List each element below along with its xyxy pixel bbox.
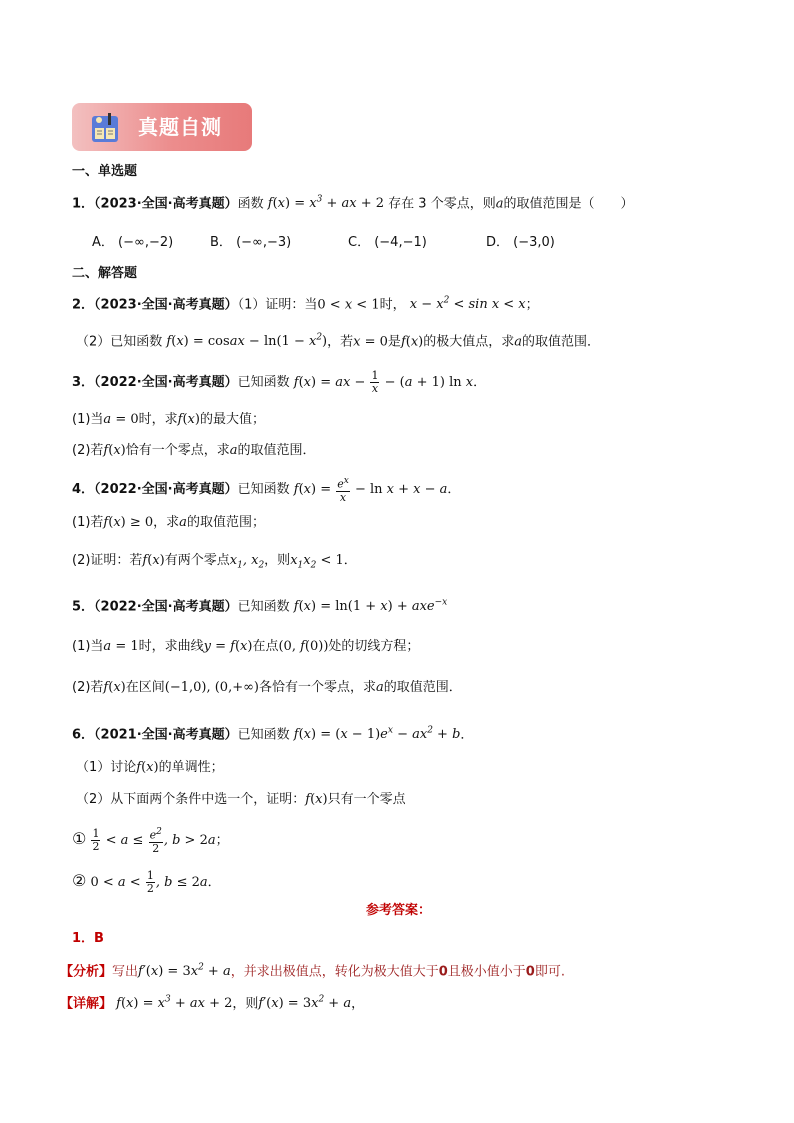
math-expression: f(x) (177, 412, 200, 427)
question-text: 的取值范围． (522, 334, 601, 350)
question-text: 的取值范围． (383, 680, 462, 695)
section-banner (72, 103, 252, 151)
question-number: 6． (72, 727, 95, 743)
question-text: 的极大值点，求 (423, 334, 515, 350)
analysis-text: 且极小值小于 (447, 964, 526, 980)
math-expression: $x - x^2 < \sin x < x$ (409, 296, 526, 313)
question-text: 在点 (252, 639, 279, 654)
question-source: （2023·全国·高考真题） (94, 297, 238, 313)
condition-marker: ① (72, 829, 87, 848)
question-number: 4． (72, 481, 95, 497)
question-2: 2．（2023·全国·高考真题）（1）证明：当0 < x < 1时， $x - x^2 < \sin x < x$； (72, 296, 539, 313)
math-expression: f(x) (136, 760, 159, 775)
question-4-part-2: (2)证明：若f(x)有两个零点$x_1$, $x_2$，则$x_1x_2 < 1$． (72, 553, 357, 571)
detail-text: ，则 (232, 996, 259, 1012)
question-text: 的单调性； (158, 760, 224, 775)
math-expression: f(x) (103, 680, 126, 695)
condition-marker: ② (72, 871, 87, 890)
question-text: 已知函数 (237, 375, 290, 390)
question-text: (2)证明：若 (72, 553, 143, 568)
question-text: 已知函数 (237, 599, 290, 615)
option-c[interactable] (348, 233, 427, 253)
question-text: 的取值范围是（ ） (503, 196, 634, 212)
math-expression: $f(x) = (x - 1)e^x - ax^2 + b$ (293, 726, 461, 743)
question-text: 有两个零点 (164, 553, 230, 568)
question-text: (2)若 (72, 443, 104, 458)
analysis-text: 即可. (534, 964, 565, 980)
question-text: 的取值范围； (186, 515, 265, 530)
question-1 (72, 190, 634, 214)
analysis-text: ，并求出极值点，转化为极大值大于 (230, 964, 439, 980)
question-text: (1)若 (72, 515, 104, 530)
question-text: 处的切线方程； (328, 639, 420, 654)
question-number: 1． (72, 196, 95, 212)
math-expression: f(x) = cosax − $\ln(1 - x^2)$ (166, 333, 328, 350)
option-value: (−∞,−2) (118, 235, 174, 250)
question-5-part-2 (72, 678, 462, 698)
analysis-number: 0 (438, 964, 448, 980)
answers-heading: 参考答案： (366, 903, 432, 918)
option-value: (−3,0) (513, 235, 555, 250)
question-number: 2． (72, 297, 95, 313)
question-text: (2)若 (72, 680, 104, 695)
question-text: 恰有一个零点，求 (125, 443, 230, 458)
math-var: a (514, 334, 523, 350)
book-icon (90, 110, 120, 144)
question-3-part-2 (72, 441, 316, 461)
math-var: a (376, 680, 384, 695)
option-label: C． (348, 235, 371, 250)
math-var: a (179, 515, 187, 530)
answer-1: 1．B (72, 931, 104, 946)
math-expression: (−1,0), (0,+∞) (164, 680, 259, 695)
answer-analysis (60, 958, 565, 982)
question-source: （2022·全国·高考真题） (94, 375, 238, 390)
question-text: （1）讨论 (76, 760, 137, 775)
question-5-part-1 (72, 637, 419, 657)
math-expression: $f'(x) = 3x^2 + a$ (138, 963, 231, 980)
math-expression: (0, f(0)) (278, 639, 329, 654)
question-text: (1)当 (72, 412, 104, 427)
question-6-part-2 (76, 790, 406, 810)
analysis-number: 0 (525, 964, 535, 980)
question-source: （2022·全国·高考真题） (94, 481, 238, 497)
option-label: B． (210, 235, 232, 250)
question-text: 已知函数 (237, 727, 290, 743)
condition-1: ① $\frac{1}{2}$ < a ≤ $\frac{e^2}{2}$ , b > 2a； (72, 827, 229, 855)
question-source: （2021·全国·高考真题） (94, 727, 238, 743)
question-text: ，求 (153, 515, 180, 530)
math-expression: f(x) ≥ 0 (103, 515, 154, 530)
math-expression: $f(x) = x^3$ + ax + 2 (116, 995, 233, 1012)
question-source: （2023·全国·高考真题） (94, 196, 238, 212)
math-expression: $f'(x) = 3x^2 + a$ (258, 995, 352, 1012)
math-expression: a = 0 (103, 412, 139, 427)
question-text: 的取值范围． (237, 443, 316, 458)
math-expression: f(x) (103, 443, 126, 458)
question-text: 是 (387, 334, 401, 350)
option-a[interactable] (92, 233, 173, 253)
math-var: a (229, 443, 238, 458)
question-text: 函数 (237, 196, 264, 212)
detail-tag: 【详解】 (60, 996, 113, 1012)
analysis-text: 写出 (112, 964, 139, 980)
math-expression: a = 1 (103, 639, 139, 654)
question-text: 已知函数 (237, 481, 290, 497)
question-6: 6．（2021·全国·高考真题）已知函数 $f(x) = (x - 1)e^x - ax^2 + b$． (72, 726, 474, 743)
question-text: 只有一个零点 (327, 792, 406, 807)
analysis-tag: 【分析】 (60, 964, 113, 980)
math-expression: 0 < a < $\frac{1}{2}$ , b ≤ 2a (90, 869, 208, 895)
question-number: 5． (72, 599, 95, 615)
option-label: A． (92, 235, 114, 250)
banner-title: 真题自测 (138, 115, 222, 139)
math-var: a (495, 196, 504, 212)
math-expression: 0 < x < 1 (317, 297, 380, 313)
option-value: (−∞,−3) (236, 235, 292, 250)
math-expression: $f(x) = x^3$ + ax + 2 (267, 195, 385, 212)
math-expression: f(x) (142, 553, 165, 568)
question-text: 的最大值； (199, 412, 265, 427)
question-3: 3．（2022·全国·高考真题）已知函数 f(x) = ax − $\frac{1}{x}$ − (a + 1) ln x． (72, 369, 487, 395)
question-text: ，则 (264, 553, 291, 568)
math-expression: f(x) = $\frac{e^x}{x}$ − ln x + x − a (293, 476, 448, 504)
math-expression: x = 0 (353, 334, 388, 350)
option-label: D． (486, 235, 510, 250)
question-text: （2）从下面两个条件中选一个，证明： (76, 792, 306, 807)
math-expression: $x_1x_2 < 1$ (290, 553, 344, 571)
answer-detail: 【详解】 $f(x) = x^3$ + ax + 2，则$f'(x) = 3x^2 + a$， (60, 995, 365, 1012)
math-expression: $\frac{1}{2}$ < a ≤ $\frac{e^2}{2}$ , b > 2a (92, 827, 216, 855)
question-text: 存在 3 个零点，则 (388, 196, 496, 212)
condition-2: ② 0 < a < $\frac{1}{2}$ , b ≤ 2a． (72, 869, 221, 895)
question-text: (1)当 (72, 639, 104, 654)
question-text: 在区间 (125, 680, 165, 695)
question-text: （1）证明：当 (237, 297, 318, 313)
math-expression: f(x) (400, 334, 424, 350)
option-value: (−4,−1) (374, 235, 427, 250)
math-expression: f(x) = ln(1 + x) + axe$^{-x}$ (293, 598, 448, 615)
question-4-part-1 (72, 513, 265, 533)
section-heading-answer: 二、解答题 (72, 266, 138, 281)
math-expression: y = f(x) (203, 639, 253, 654)
option-b[interactable] (210, 233, 291, 253)
math-expression: $x_1$, $x_2$ (229, 553, 265, 571)
question-3-part-1 (72, 410, 265, 430)
question-text: 各恰有一个零点，求 (259, 680, 377, 695)
question-text: 时，求 (138, 412, 178, 427)
question-number: 3． (72, 375, 95, 390)
question-text: （2）已知函数 (76, 334, 163, 350)
question-5 (72, 593, 447, 617)
question-text: ，若 (327, 334, 354, 350)
option-d[interactable] (486, 233, 555, 253)
question-text: 时， (379, 297, 406, 313)
math-expression: f(x) = ax − $\frac{1}{x}$ − (a + 1) ln x (293, 369, 474, 395)
question-text: 时，求曲线 (138, 639, 204, 654)
question-4: 4．（2022·全国·高考真题）已知函数 f(x) = $\frac{e^x}{x}$ − ln x + x − a． (72, 476, 461, 504)
question-source: （2022·全国·高考真题） (94, 599, 238, 615)
section-heading-single-choice: 一、单选题 (72, 164, 138, 179)
math-expression: f(x) (305, 792, 328, 807)
question-2-part-2 (76, 328, 600, 352)
question-6-part-1 (76, 758, 224, 778)
